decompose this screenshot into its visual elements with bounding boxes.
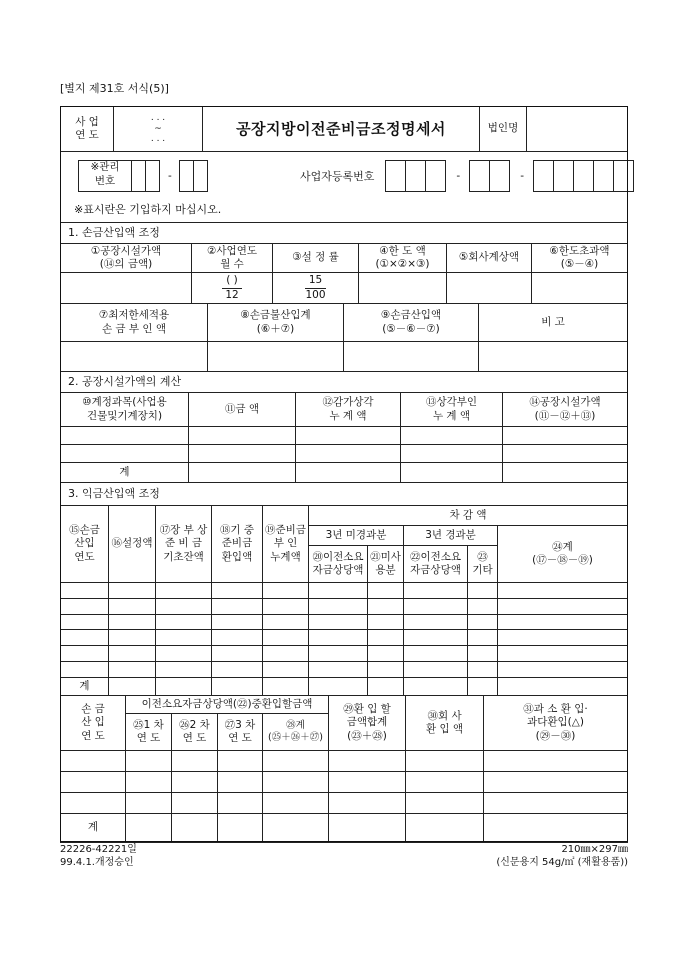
cell-input[interactable] [498, 646, 628, 662]
cell-input[interactable] [189, 463, 296, 483]
table-row [61, 772, 628, 793]
col-relocation-under3: ⑳이전소요 자금상당액 [309, 546, 368, 583]
cell-input[interactable] [329, 772, 406, 793]
col-year2: ㉖2 차 연 도 [172, 714, 218, 751]
cell-input[interactable] [109, 677, 156, 695]
cell-input[interactable] [404, 614, 468, 630]
total-label: 계 [61, 677, 109, 695]
col-disallowed: ⑲준비금 부 인 누계액 [263, 506, 309, 583]
cell-input[interactable] [109, 661, 156, 677]
brn-box[interactable] [425, 160, 446, 192]
cell-input[interactable] [61, 445, 189, 463]
cell-input[interactable] [263, 677, 309, 695]
cell-input[interactable] [218, 793, 263, 814]
cell-input[interactable] [156, 583, 212, 599]
business-registration [300, 160, 634, 192]
cell-input[interactable] [309, 646, 368, 662]
cell-input[interactable] [263, 793, 329, 814]
cell-input[interactable] [368, 630, 404, 646]
cell-input[interactable] [401, 427, 503, 445]
cell-months[interactable] [192, 273, 273, 304]
cell-input[interactable] [263, 814, 329, 843]
col-deduction-group: 차 감 액 [309, 506, 628, 526]
cell-input[interactable] [263, 614, 309, 630]
months-numerator: ( ) [222, 274, 242, 288]
cell-input[interactable] [479, 342, 628, 372]
cell-input[interactable] [309, 630, 368, 646]
form-code: 22226-42221일 [60, 844, 137, 855]
section2-table [60, 392, 628, 483]
cell-input[interactable] [263, 646, 309, 662]
col-sum: ㉔계 (⑰－⑱－⑲) [498, 526, 628, 583]
col-year: ⑮손금 산입 연도 [61, 506, 109, 583]
cell-input[interactable] [212, 598, 263, 614]
cell-input[interactable] [61, 646, 109, 662]
cell-input[interactable] [61, 772, 126, 793]
cell-input[interactable] [61, 614, 109, 630]
cell-input[interactable] [329, 751, 406, 772]
business-year-field[interactable]: . . . ~ . . . [114, 107, 203, 152]
cell-input[interactable] [401, 463, 503, 483]
section1-table-a [60, 243, 628, 304]
section3-table [60, 505, 628, 696]
col-reversal: ⑱기 중 준비금 환입액 [212, 506, 263, 583]
col-set-amount: ⑯설정액 [109, 506, 156, 583]
col-unused: ㉑미사 용분 [368, 546, 404, 583]
cell-input[interactable] [309, 661, 368, 677]
cell-input[interactable] [263, 583, 309, 599]
cell-input[interactable] [61, 661, 109, 677]
approval-date: 99.4.1.개정승인 [60, 857, 134, 868]
cell-input[interactable] [126, 751, 172, 772]
cell-input[interactable] [263, 598, 309, 614]
col-depreciation: ⑫감가상각 누 계 액 [296, 393, 401, 427]
col-company-amount: ⑤회사계상액 [447, 244, 532, 273]
cell-input[interactable] [61, 751, 126, 772]
col-account: ⑩계정과목(사업용 건물및기계장치) [61, 393, 189, 427]
cell-input[interactable] [218, 772, 263, 793]
cell-input[interactable] [498, 598, 628, 614]
table-row [61, 630, 628, 646]
cell-input[interactable] [126, 814, 172, 843]
cell-input[interactable] [263, 772, 329, 793]
cell-input[interactable] [212, 630, 263, 646]
footer-right [496, 843, 628, 869]
col-under3: 3년 미경과분 [309, 526, 404, 546]
section1-table-b [60, 303, 628, 372]
cell-input[interactable] [156, 677, 212, 695]
cell-input[interactable] [532, 273, 628, 304]
note: ※표시란은 기입하지 마십시오. [74, 203, 222, 216]
cell-input[interactable] [212, 614, 263, 630]
mgmt-box[interactable] [193, 160, 208, 192]
cell-input[interactable] [296, 427, 401, 445]
months-denominator: 12 [225, 288, 239, 301]
col-factory-value: ⑭공장시설가액 (⑪－⑫＋⑬) [503, 393, 628, 427]
cell-input[interactable] [156, 646, 212, 662]
col-disallowed: ⑬상각부인 누 계 액 [401, 393, 503, 427]
mgmt-number-label: ※관리 번호 [78, 160, 132, 192]
dash: - [456, 170, 461, 182]
cell-input[interactable] [218, 814, 263, 843]
cell-input[interactable] [404, 646, 468, 662]
cell-input[interactable] [296, 463, 401, 483]
brn-box[interactable] [613, 160, 634, 192]
cell-input[interactable] [61, 793, 126, 814]
total-row [61, 463, 628, 483]
cell-input[interactable] [61, 598, 109, 614]
cell-input[interactable] [368, 598, 404, 614]
cell-input[interactable] [468, 614, 498, 630]
cell-input[interactable] [484, 793, 628, 814]
cell-input[interactable] [208, 342, 344, 372]
cell-input[interactable] [156, 614, 212, 630]
rate-numerator: 15 [305, 274, 326, 288]
cell-input[interactable] [61, 583, 109, 599]
cell-rate [273, 273, 359, 304]
cell-input[interactable] [468, 646, 498, 662]
col-other: ㉓ 기타 [468, 546, 498, 583]
brn-box[interactable] [405, 160, 426, 192]
dash: - [168, 170, 172, 182]
table-row [61, 614, 628, 630]
cell-input[interactable] [468, 677, 498, 695]
total-label: 계 [61, 814, 126, 843]
cell-input[interactable] [468, 630, 498, 646]
table-row [61, 793, 628, 814]
cell-input[interactable] [309, 598, 368, 614]
brn-box[interactable] [573, 160, 594, 192]
dash: - [520, 170, 524, 182]
col-year: 손 금 산 입 연 도 [61, 696, 126, 751]
brn-box[interactable] [593, 160, 614, 192]
cell-input[interactable] [368, 583, 404, 599]
col-excess: ⑥한도초과액 (⑤－④) [532, 244, 628, 273]
col-nondeductible: ⑧손금불산입계 (⑥＋⑦) [208, 304, 344, 342]
cell-input[interactable] [503, 463, 628, 483]
cell-input[interactable] [156, 661, 212, 677]
col-relocation-over3: ㉒이전소요 자금상당액 [404, 546, 468, 583]
cell-input[interactable] [498, 677, 628, 695]
cell-input[interactable] [404, 598, 468, 614]
col-min-tax: ⑦최저한세적용 손 금 부 인 액 [61, 304, 208, 342]
header-table [60, 106, 628, 152]
cell-input[interactable] [172, 751, 218, 772]
cell-input[interactable] [156, 598, 212, 614]
cell-input[interactable] [401, 445, 503, 463]
cell-input[interactable] [126, 772, 172, 793]
cell-input[interactable] [296, 445, 401, 463]
corp-name-field[interactable] [527, 107, 628, 152]
cell-input[interactable] [309, 583, 368, 599]
table-row [61, 583, 628, 599]
cell-input[interactable] [468, 598, 498, 614]
cell-input[interactable] [404, 661, 468, 677]
cell-input[interactable] [498, 661, 628, 677]
cell-input[interactable] [503, 427, 628, 445]
cell-input[interactable] [189, 445, 296, 463]
cell-input[interactable] [404, 630, 468, 646]
mgmt-number [78, 160, 208, 192]
cell-input[interactable] [172, 793, 218, 814]
table-row [61, 661, 628, 677]
table-row [61, 598, 628, 614]
form-id: [별지 제31호 서식(5)] [60, 82, 169, 95]
cell-input[interactable] [212, 646, 263, 662]
brn-box[interactable] [469, 160, 490, 192]
section2-title: 2. 공장시설가액의 계산 [60, 371, 628, 392]
cell-input[interactable] [498, 583, 628, 599]
cell-input[interactable] [406, 772, 484, 793]
col-deductible: ⑨손금산입액 (⑤－⑥－⑦) [344, 304, 479, 342]
cell-input[interactable] [61, 427, 189, 445]
cell-input[interactable] [309, 677, 368, 695]
col-over3: 3년 경과분 [404, 526, 498, 546]
cell-input[interactable] [329, 814, 406, 843]
footer-left [60, 843, 137, 869]
cell-input[interactable] [61, 273, 192, 304]
col-amount: ⑪금 액 [189, 393, 296, 427]
col-limit: ④한 도 액 (①×②×③) [359, 244, 447, 273]
cell-input[interactable] [263, 751, 329, 772]
cell-input[interactable] [109, 614, 156, 630]
cell-input[interactable] [484, 751, 628, 772]
cell-input[interactable] [368, 646, 404, 662]
mgmt-box[interactable] [131, 160, 146, 192]
mgmt-box[interactable] [179, 160, 194, 192]
brn-label: 사업자등록번호 [300, 170, 375, 183]
total-label: 계 [61, 463, 189, 483]
cell-input[interactable] [109, 598, 156, 614]
cell-input[interactable] [368, 614, 404, 630]
cell-input[interactable] [212, 677, 263, 695]
col-total-reversal: ㉙환 입 할 금액합계 (㉓＋㉘) [329, 696, 406, 751]
cell-input[interactable] [404, 677, 468, 695]
brn-box[interactable] [489, 160, 510, 192]
col-under-over: ㉛과 소 환 입· 과다환입(△) (㉙－㉚) [484, 696, 628, 751]
cell-input[interactable] [172, 814, 218, 843]
cell-input[interactable] [212, 661, 263, 677]
table-row [61, 427, 628, 445]
cell-input[interactable] [218, 751, 263, 772]
cell-input[interactable] [189, 427, 296, 445]
section1-title: 1. 손금산입액 조정 [60, 222, 628, 243]
cell-input[interactable] [109, 630, 156, 646]
cell-input[interactable] [406, 751, 484, 772]
cell-input[interactable] [484, 814, 628, 843]
paper-size: 210㎜×297㎜ [561, 844, 628, 855]
cell-input[interactable] [212, 583, 263, 599]
cell-input[interactable] [368, 677, 404, 695]
cell-input[interactable] [61, 342, 208, 372]
cell-input[interactable] [484, 772, 628, 793]
cell-input[interactable] [61, 630, 109, 646]
cell-input[interactable] [109, 583, 156, 599]
cell-input[interactable] [404, 583, 468, 599]
cell-input[interactable] [172, 772, 218, 793]
cell-input[interactable] [329, 793, 406, 814]
cell-input[interactable] [468, 583, 498, 599]
mgmt-box[interactable] [145, 160, 160, 192]
cell-input[interactable] [498, 614, 628, 630]
section4-table [60, 695, 628, 843]
col-subtotal: ㉘계 (㉕＋㉖＋㉗) [263, 714, 329, 751]
brn-box[interactable] [553, 160, 574, 192]
col-remarks: 비 고 [479, 304, 628, 342]
brn-box[interactable] [385, 160, 406, 192]
corp-name-label: 법인명 [480, 107, 527, 152]
total-row [61, 814, 628, 843]
cell-input[interactable] [406, 793, 484, 814]
cell-input[interactable] [126, 793, 172, 814]
brn-box[interactable] [533, 160, 554, 192]
col-months: ②사업연도 월 수 [192, 244, 273, 273]
col-rate: ③설 정 률 [273, 244, 359, 273]
form-title: 공장지방이전준비금조정명세서 [203, 107, 480, 152]
cell-input[interactable] [156, 630, 212, 646]
cell-input[interactable] [503, 445, 628, 463]
paper-type: (신문용지 54g/㎡ (재활용품)) [496, 857, 628, 868]
cell-input[interactable] [309, 614, 368, 630]
col-opening: ⑰장 부 상 준 비 금 기초잔액 [156, 506, 212, 583]
cell-input[interactable] [406, 814, 484, 843]
table-row [61, 646, 628, 662]
table-row [61, 445, 628, 463]
cell-input[interactable] [344, 342, 479, 372]
business-year-label: 사 업 연 도 [61, 107, 114, 152]
rate-denominator: 100 [305, 288, 326, 301]
table-row [61, 751, 628, 772]
cell-input[interactable] [263, 630, 309, 646]
cell-input[interactable] [468, 661, 498, 677]
cell-input[interactable] [368, 661, 404, 677]
col-factory-value: ①공장시설가액 (⑭의 금액) [61, 244, 192, 273]
cell-input[interactable] [263, 661, 309, 677]
cell-input[interactable] [359, 273, 447, 304]
col-year3: ㉗3 차 연 도 [218, 714, 263, 751]
col-reversal-group: 이전소요자금상당액(㉒)중환입할금액 [126, 696, 329, 714]
col-year1: ㉕1 차 연 도 [126, 714, 172, 751]
total-row [61, 677, 628, 695]
cell-input[interactable] [447, 273, 532, 304]
cell-input[interactable] [498, 630, 628, 646]
col-company-reversal: ㉚회 사 환 입 액 [406, 696, 484, 751]
section3-title: 3. 익금산입액 조정 [60, 482, 628, 505]
cell-input[interactable] [109, 646, 156, 662]
